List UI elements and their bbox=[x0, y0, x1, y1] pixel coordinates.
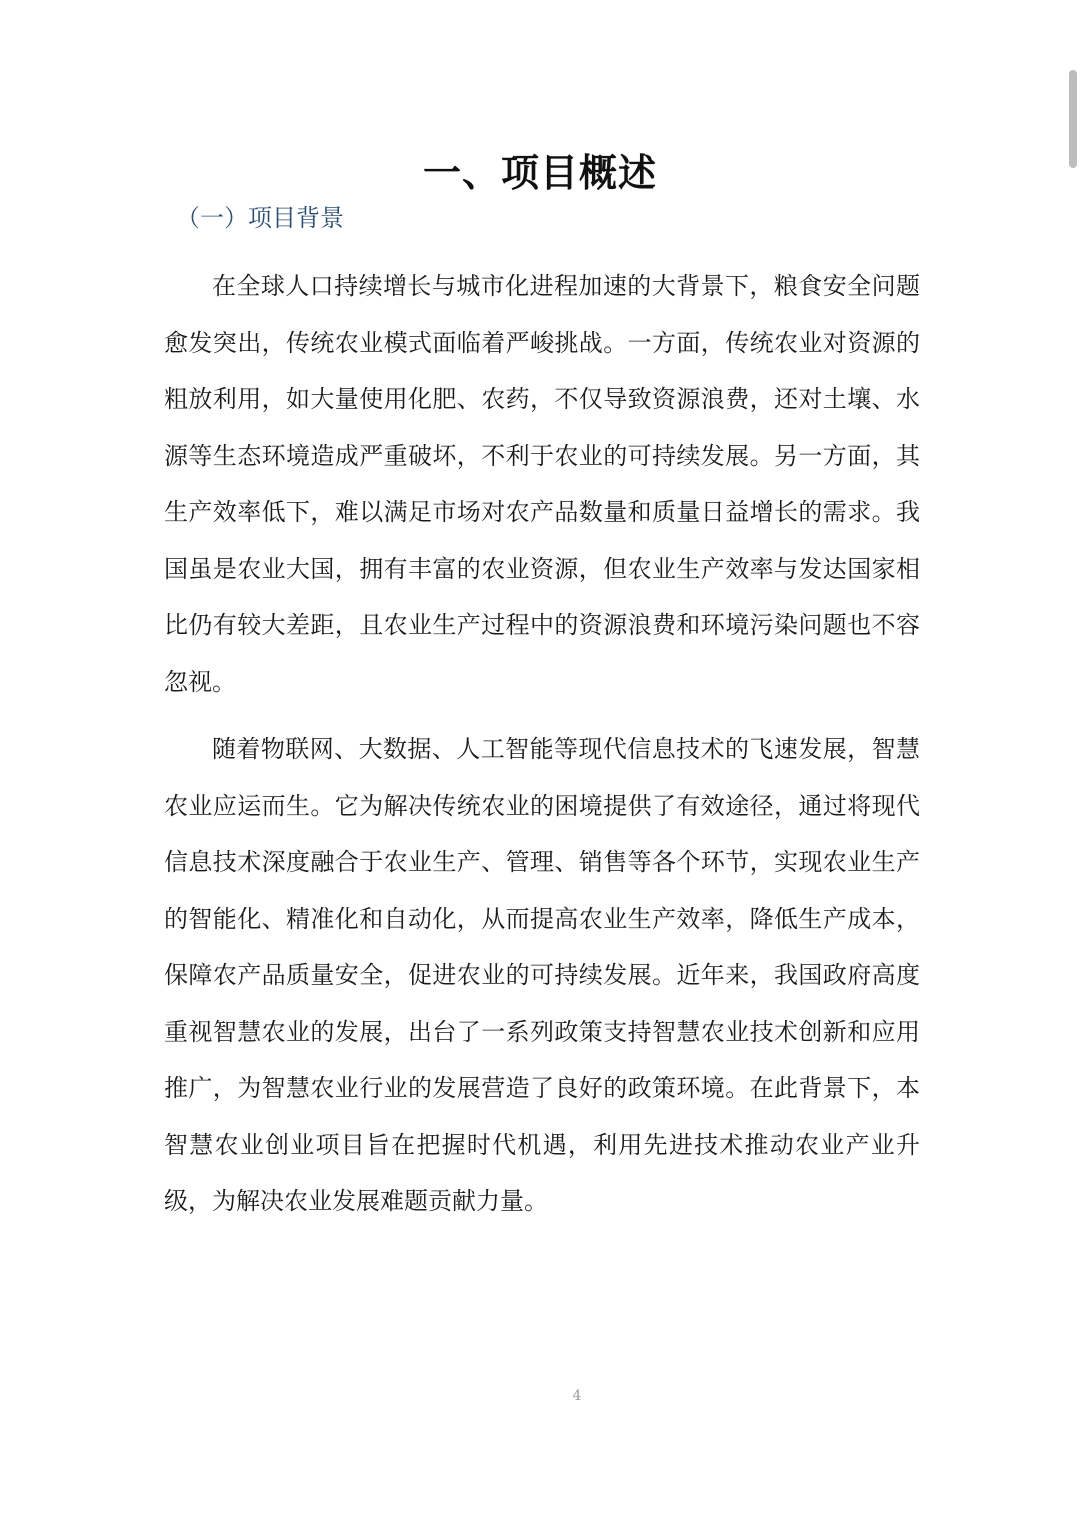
vertical-scrollbar[interactable] bbox=[1066, 0, 1080, 1514]
page-title: 一、项目概述 bbox=[422, 151, 657, 196]
body-paragraph: 在全球人口持续增长与城市化进程加速的大背景下，粮食安全问题愈发突出，传统农业模式面临着严峻挑战。一方面，传统农业对资源的粗放利用，如大量使用化肥、农药，不仅导致资源浪费，还对土壤、水源等生态环境造成严重破坏，不利于农业的可持续发展。另一方面，其生产效率低下，难以满足市场对农产品数量和质量日益增长的需求。我国虽是农业大国，拥有丰富的农业资源，但农业生产效率与发达国家相比仍有较大差距，且农业生产过程中的资源浪费和环境污染问题也不容忽视。 bbox=[164, 272, 920, 696]
body-paragraph: 随着物联网、大数据、人工智能等现代信息技术的飞速发展，智慧农业应运而生。它为解决传统农业的困境提供了有效途径，通过将现代信息技术深度融合于农业生产、管理、销售等各个环节，实现农业生产的智能化、精准化和自动化，从而提高农业生产效率，降低生产成本，保障农产品质量安全，促进农业的可持续发展。近年来，我国政府高度重视智慧农业的发展，出台了一系列政策支持智慧农业技术创新和应用推广，为智慧农业行业的发展营造了良好的政策环境。在此背景下，本智慧农业创业项目旨在把握时代机遇，利用先进技术推动农业产业升级，为解决农业发展难题贡献力量。 bbox=[164, 735, 920, 1215]
page-number: 4 bbox=[572, 1388, 582, 1404]
section-heading: （一）项目背景 bbox=[176, 204, 344, 232]
scrollbar-thumb[interactable] bbox=[1069, 70, 1077, 168]
